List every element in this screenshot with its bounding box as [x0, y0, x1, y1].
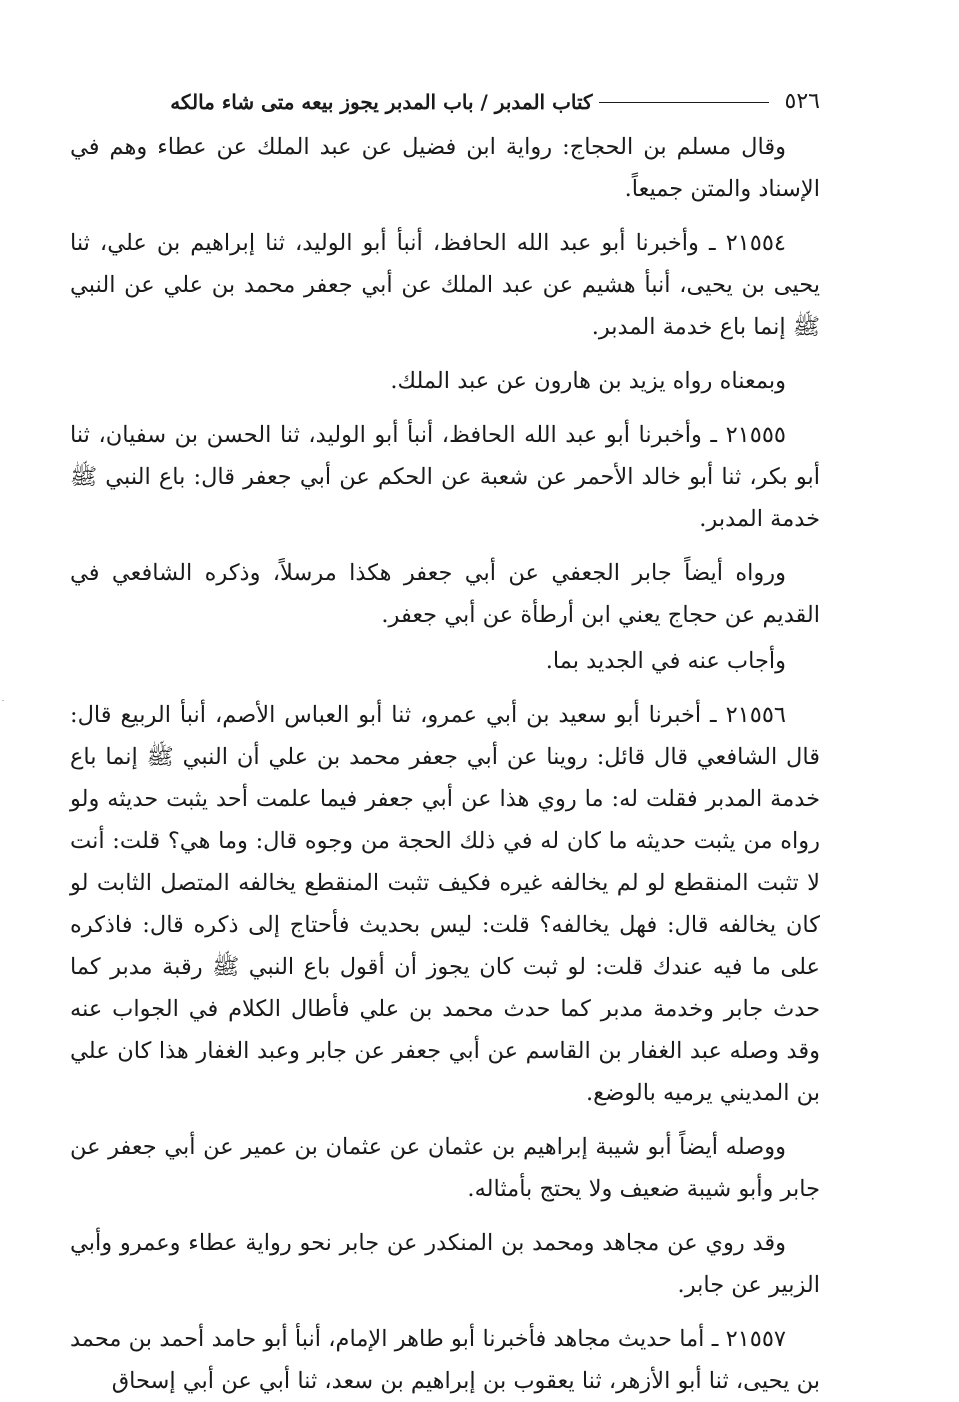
running-title: كتاب المدبر / باب المدبر يجوز بيعه متى شاء مالكه [170, 90, 593, 114]
paragraph-21557: ٢١٥٥٧ ـ أما حديث مجاهد فأخبرنا أبو طاهر الإمام، أنبأ أبو حامد أحمد بن محمد بن يحيى، ثنا أبو الأزهر، ثنا يعقوب بن إبراهيم بن سعد، ثنا أبي عن أبي إسحاق [70, 1326, 820, 1394]
margin-mark [2, 700, 4, 701]
paragraph-3: وبمعناه رواه يزيد بن هارون عن عبد الملك. [390, 368, 786, 394]
paragraph-9: وقد روي عن مجاهد ومحمد بن المنكدر عن جابر نحو رواية عطاء وعمرو وأبي الزبير عن جابر. [70, 1230, 820, 1298]
paragraph-5: ورواه أيضاً جابر الجعفي عن أبي جعفر هكذا مرسلاً، وذكره الشافعي في القديم عن حجاج يعني ابن أرطأة عن أبي جعفر. [70, 560, 820, 628]
header-rule [599, 102, 769, 103]
paragraph-8: ووصله أيضاً أبو شيبة إبراهيم بن عثمان عن عثمان بن عمير عن أبي جعفر عن جابر وأبو شيبة ضعيف ولا يحتج بأمثاله. [70, 1134, 820, 1202]
book-page [70, 82, 820, 1394]
paragraph-1: وقال مسلم بن الحجاج: رواية ابن فضيل عن عبد الملك عن عطاء وهم في الإسناد والمتن جميعاً. [70, 134, 820, 202]
paragraph-6: وأجاب عنه في الجديد بما. [545, 648, 786, 674]
paragraph-21554: ٢١٥٥٤ ـ وأخبرنا أبو عبد الله الحافظ، أنبأ أبو الوليد، ثنا إبراهيم بن علي، ثنا يحيى بن يحيى، أنبأ هشيم عن عبد الملك عن أبي جعفر محمد بن علي عن النبي ﷺ إنما باع خدمة المدبر. [70, 230, 820, 340]
paragraph-21556: ٢١٥٥٦ ـ أخبرنا أبو سعيد بن أبي عمرو، ثنا أبو العباس الأصم، أنبأ الربيع قال: قال الشافعي قال قائل: روينا عن أبي جعفر محمد بن علي أن النبي ﷺ إنما باع خدمة المدبر فقلت له: ما روي هذا عن أبي جعفر فيما علمت أحد يثبت حديثه ولو رواه من يثبت حديثه ما كان له في ذلك الحجة من وجوه قال: وما هي؟ قلت: أنت لا تثبت المنقطع لو لم يخالفه غيره فكيف تثبت المنقطع يخالفه المتصل الثابت لو كان يخالفه قال: فهل يخالفه؟ قلت: ليس بحديث فأحتاج إلى ذكره قال: فاذكره على ما فيه عندك قلت: لو ثبت كان يجوز أن أقول باع النبي ﷺ رقبة مدبر كما حدث جابر وخدمة مدبر كما حدث محمد بن علي فأطال الكلام في الجواب عنه وقد وصله عبد الغفار بن القاسم عن أبي جعفر عن جابر وعبد الغفار هذا كان علي بن المديني يرميه بالوضع. [70, 702, 820, 1106]
paragraph-21555: ٢١٥٥٥ ـ وأخبرنا أبو عبد الله الحافظ، أنبأ أبو الوليد، ثنا الحسن بن سفيان، ثنا أبو بكر، ثنا أبو خالد الأحمر عن شعبة عن الحكم عن أبي جعفر قال: باع النبي ﷺ خدمة المدبر. [70, 422, 820, 532]
page-header [70, 82, 820, 122]
page-number: ٥٢٦ [784, 89, 820, 114]
body-text [70, 126, 820, 1402]
